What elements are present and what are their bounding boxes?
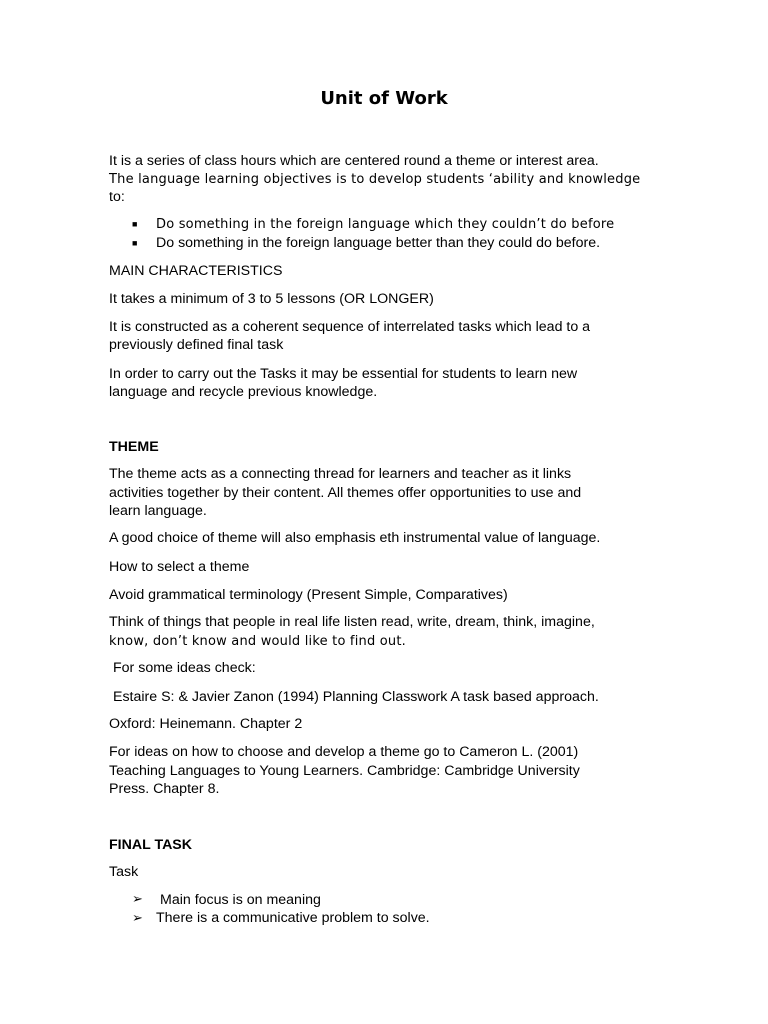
goal-item: Do something in the foreign language which they couldn’t do before: [156, 217, 615, 232]
main-characteristics-heading: MAIN CHARACTERISTICS: [109, 263, 283, 279]
square-bullet-icon: ■: [132, 238, 138, 248]
reference-citation: Oxford: Heinemann. Chapter 2: [109, 716, 303, 732]
theme-paragraph: Think of things that people in real life listen read, write, dream, think, imagine,: [109, 614, 595, 630]
theme-paragraph: For some ideas check:: [113, 660, 256, 676]
theme-paragraph: activities together by their content. All themes offer opportunities to use and: [109, 485, 582, 501]
reference-citation: Estaire S: & Javier Zanon (1994) Planning Classwork A task based approach.: [113, 689, 599, 705]
task-label: Task: [109, 864, 139, 880]
square-bullet-icon: ■: [132, 219, 138, 229]
theme-paragraph: A good choice of theme will also emphasis eth instrumental value of language.: [109, 530, 601, 546]
task-item: There is a communicative problem to solve.: [156, 910, 430, 926]
theme-paragraph: know, don’t know and would like to find out.: [109, 634, 406, 649]
intro-line-3: to:: [109, 189, 125, 205]
document-title: Unit of Work: [320, 88, 448, 109]
arrow-bullet-icon: ➢: [132, 891, 143, 906]
theme-paragraph: How to select a theme: [109, 559, 250, 575]
main-paragraph: It is constructed as a coherent sequence of interrelated tasks which lead to a: [109, 319, 591, 335]
intro-line-1: It is a series of class hours which are centered round a theme or interest area.: [109, 153, 599, 169]
theme-paragraph: Avoid grammatical terminology (Present Simple, Comparatives): [109, 587, 508, 603]
main-paragraph: previously defined final task: [109, 337, 284, 353]
main-paragraph: It takes a minimum of 3 to 5 lessons (OR LONGER): [109, 291, 434, 307]
theme-paragraph: Teaching Languages to Young Learners. Cambridge: Cambridge University: [109, 763, 580, 779]
intro-line-2: The language learning objectives is to develop students ‘ability and knowledge: [109, 172, 641, 187]
arrow-bullet-icon: ➢: [132, 910, 143, 925]
task-item: Main focus is on meaning: [160, 892, 321, 908]
main-paragraph: language and recycle previous knowledge.: [109, 384, 378, 400]
theme-heading: THEME: [109, 439, 159, 455]
main-paragraph: In order to carry out the Tasks it may be essential for students to learn new: [109, 366, 578, 382]
theme-paragraph: The theme acts as a connecting thread for learners and teacher as it links: [109, 466, 572, 482]
theme-paragraph: For ideas on how to choose and develop a theme go to Cameron L. (2001): [109, 744, 579, 760]
theme-paragraph: learn language.: [109, 503, 207, 519]
goal-item: Do something in the foreign language better than they could do before.: [156, 235, 601, 251]
theme-paragraph: Press. Chapter 8.: [109, 781, 220, 797]
final-task-heading: FINAL TASK: [109, 837, 193, 853]
